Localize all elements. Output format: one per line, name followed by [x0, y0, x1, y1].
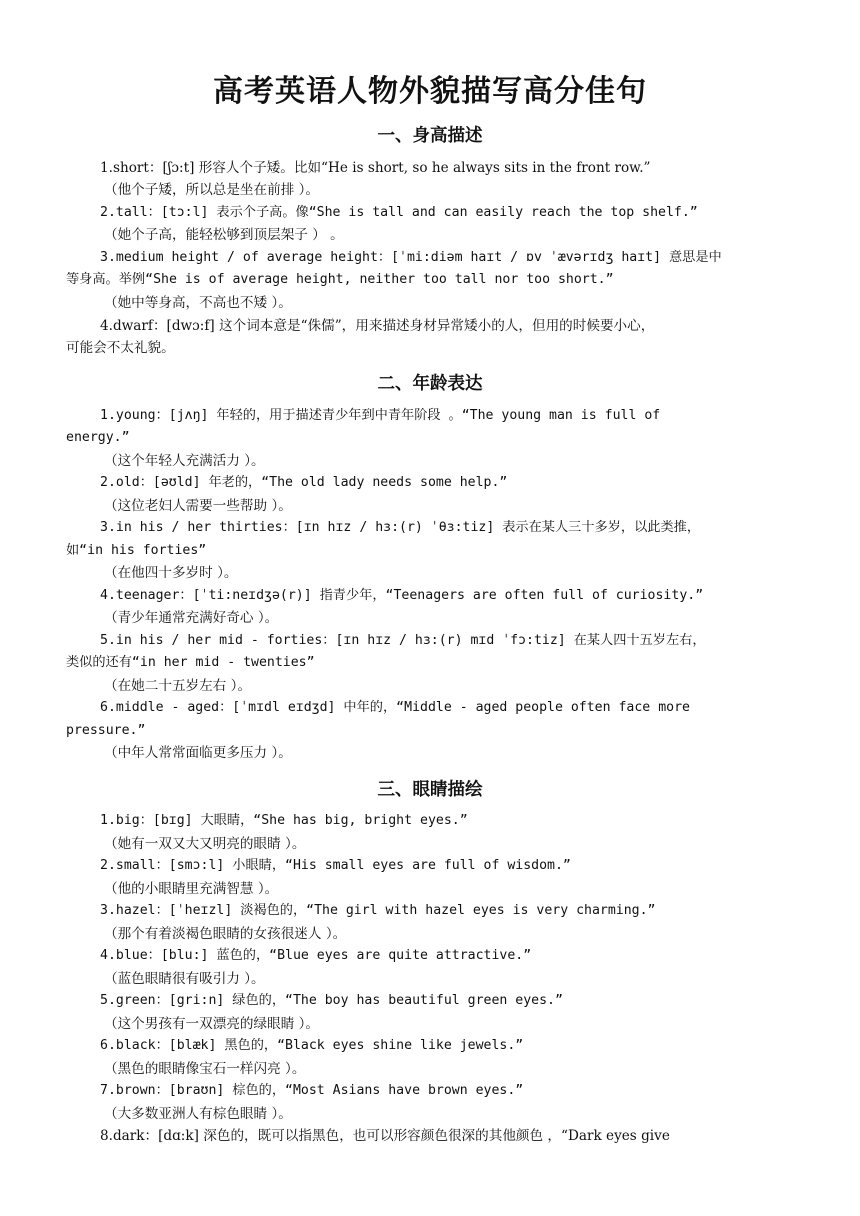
entry-line: 3.medium height / of average height：[ˈmi:diəm haɪt / ɒv ˈævərɪdʒ haɪt] 意思是中	[100, 250, 722, 265]
entry-line: 2.old：[əʊld] 年老的，“The old lady needs some help.”	[100, 475, 508, 490]
entry-line: 2.small：[smɔ:l] 小眼睛，“His small eyes are full of wisdom.”	[100, 858, 571, 873]
section-heading-age: 二、年龄表达	[377, 374, 483, 394]
entry-line: 8.dark：[dɑ:k] 深色的，既可以指黑色，也可以形容颜色很深的其他颜色 ，“Dark eyes give	[100, 1128, 670, 1144]
translation-line: （他个子矮，所以总是坐在前排 ）。	[104, 182, 320, 198]
entry-line: 6.black：[blæk] 黑色的，“Black eyes shine like jewels.”	[100, 1038, 524, 1053]
translation-line: （这个男孩有一双漂亮的绿眼睛 ）。	[104, 1016, 320, 1032]
entry-line-continued: energy.”	[66, 430, 130, 445]
entry-line: 1.big：[bɪg] 大眼睛，“She has big, bright eyes.”	[100, 813, 468, 828]
section-heading-eyes: 三、眼睛描绘	[377, 780, 483, 800]
entry-line-continued: 如“in his forties”	[66, 543, 207, 558]
entry-line-continued: 可能会不太礼貌。	[66, 340, 175, 356]
translation-line: （他的小眼睛里充满智慧 ）。	[104, 881, 279, 897]
translation-line: （中年人常常面临更多压力 ）。	[104, 745, 292, 761]
translation-line: （那个有着淡褐色眼睛的女孩很迷人 ）。	[104, 926, 347, 942]
entry-line: 5.green：[gri:n] 绿色的，“The boy has beautiful green eyes.”	[100, 993, 563, 1008]
entry-line: 4.dwarf：[dwɔ:f] 这个词本意是“侏儒”，用来描述身材异常矮小的人，但用的时候要小心，	[100, 318, 655, 334]
entry-line: 1.young：[jʌŋ] 年轻的，用于描述青少年到中青年阶段 。“The young man is full of	[100, 408, 661, 423]
document-title: 高考英语人物外貌描写高分佳句	[213, 74, 647, 109]
entry-line-continued: 类似的还有“in her mid - twenties”	[66, 655, 315, 670]
translation-line: （这位老妇人需要一些帮助 ）。	[104, 498, 292, 514]
translation-line: （她有一双又大又明亮的眼睛 ）。	[104, 836, 306, 852]
translation-line: （在他四十多岁时 ）。	[104, 565, 238, 581]
translation-line: （在她二十五岁左右 ）。	[104, 678, 252, 694]
section-heading-height: 一、身高描述	[377, 126, 483, 146]
translation-line: （她中等身高，不高也不矮 ）。	[104, 295, 292, 311]
entry-line-continued: pressure.”	[66, 723, 146, 738]
entry-line: 4.blue：[blu:] 蓝色的，“Blue eyes are quite attractive.”	[100, 948, 532, 963]
entry-line: 7.brown：[braʊn] 棕色的，“Most Asians have brown eyes.”	[100, 1083, 524, 1098]
entry-line: 1.short：[ʃɔ:t] 形容人个子矮。比如“He is short, so he always sits in the front row.”	[100, 160, 651, 176]
translation-line: （黑色的眼睛像宝石一样闪亮 ）。	[104, 1061, 306, 1077]
translation-line: （她个子高，能轻松够到顶层架子 ） 。	[104, 227, 344, 243]
entry-line: 3.hazel：[ˈheɪzl] 淡褐色的，“The girl with hazel eyes is very charming.”	[100, 903, 656, 918]
entry-line: 6.middle - aged：[ˈmɪdl eɪdʒd] 中年的，“Middle - aged people often face more	[100, 700, 690, 715]
entry-line-continued: 等身高。举例“She is of average height, neither too tall nor too short.”	[66, 272, 614, 287]
entry-line: 4.teenager：[ˈti:neɪdʒə(r)] 指青少年，“Teenagers are often full of curiosity.”	[100, 588, 704, 603]
entry-line: 3.in his / her thirties：[ɪn hɪz / hɜ:(r) ˈθɜ:tiz] 表示在某人三十多岁，以此类推，	[100, 520, 701, 535]
translation-line: （大多数亚洲人有棕色眼睛 ）。	[104, 1106, 292, 1122]
translation-line: （青少年通常充满好奇心 ）。	[104, 610, 279, 626]
translation-line: （这个年轻人充满活力 ）。	[104, 453, 265, 469]
translation-line: （蓝色眼睛很有吸引力 ）。	[104, 971, 265, 987]
entry-line: 5.in his / her mid - forties：[ɪn hɪz / hɜ:(r) mɪd ˈfɔ:tiz] 在某人四十五岁左右，	[100, 633, 706, 648]
entry-line: 2.tall：[tɔ:l] 表示个子高。像“She is tall and can easily reach the top shelf.”	[100, 205, 698, 220]
